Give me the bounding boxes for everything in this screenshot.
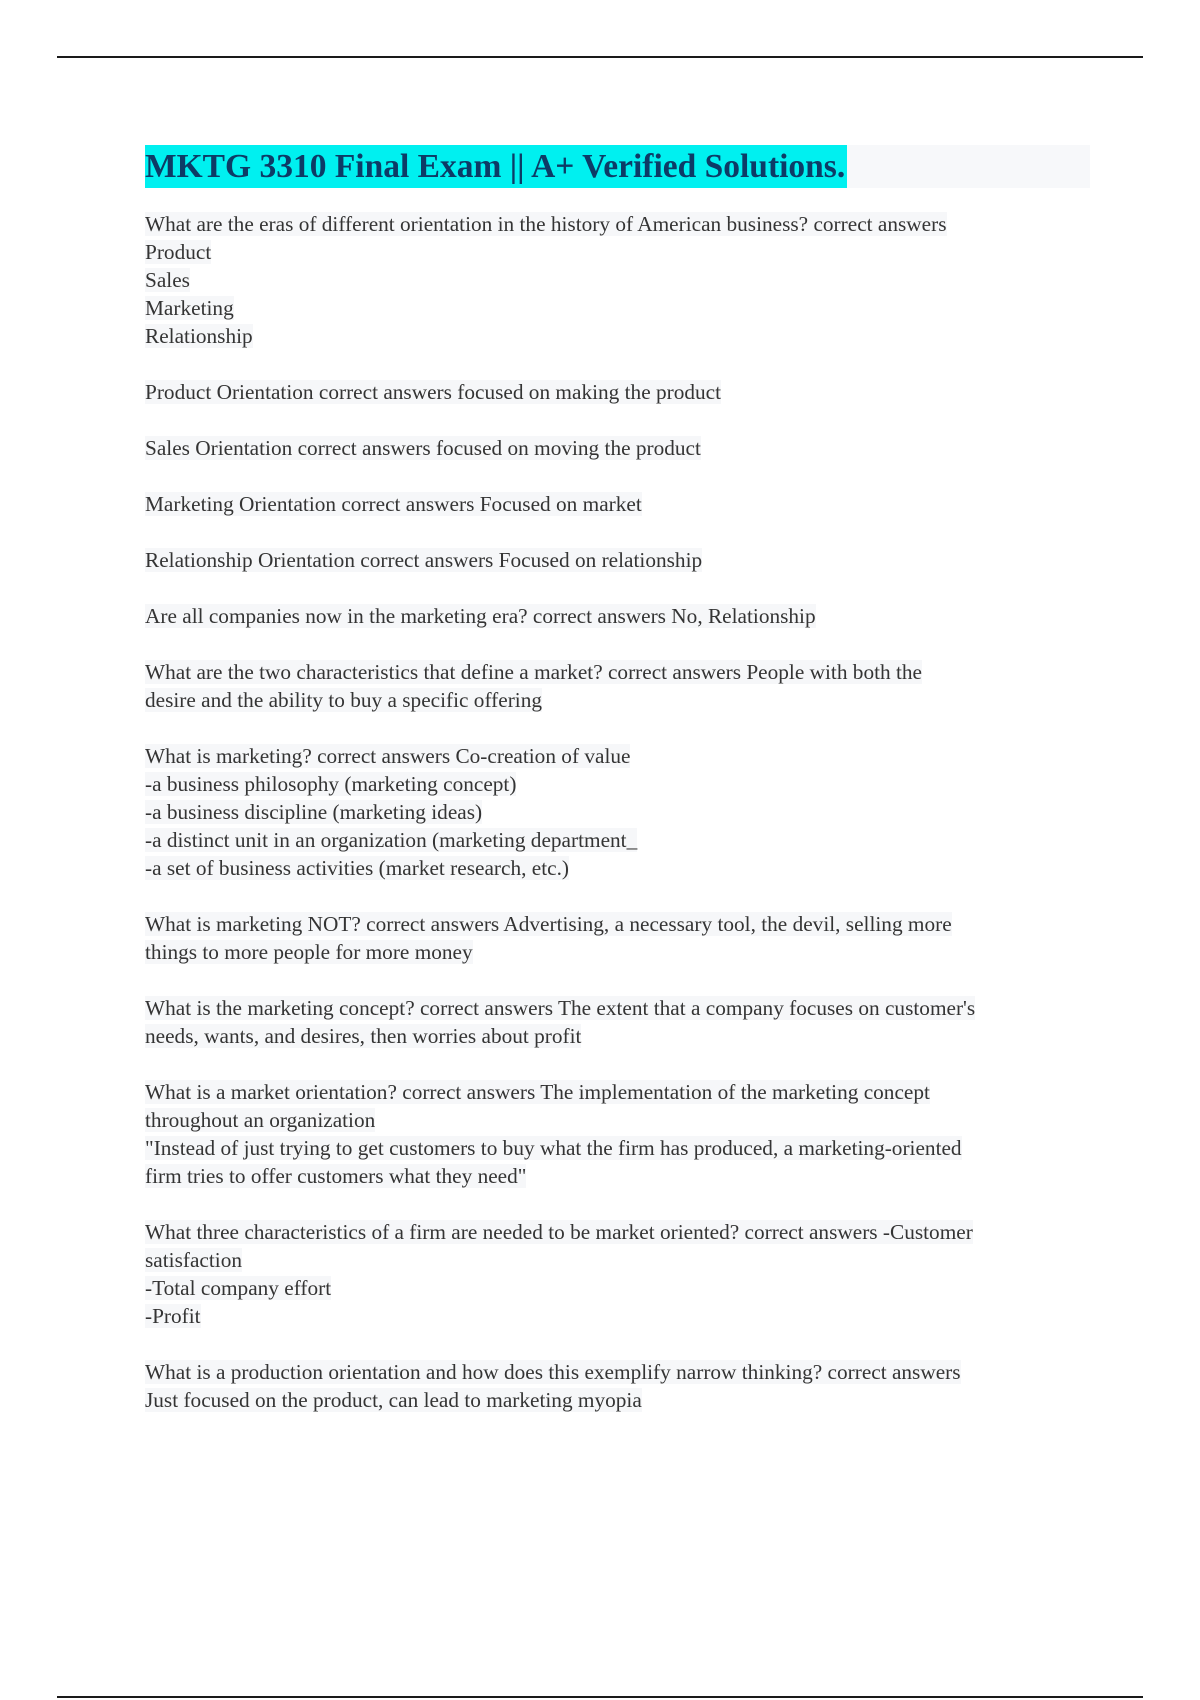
qa-line-text: Relationship Orientation correct answers Focused on relationship <box>145 548 703 572</box>
qa-line-text: -a business discipline (marketing ideas) <box>145 800 483 824</box>
qa-question-line <box>145 210 1090 238</box>
qa-answer-line <box>145 1302 1090 1330</box>
qa-line-text: Sales Orientation correct answers focused on moving the product <box>145 436 701 460</box>
qa-entry <box>145 546 1090 574</box>
qa-answer-line <box>145 938 1090 966</box>
qa-question-line <box>145 910 1090 938</box>
qa-line-text: -a set of business activities (market research, etc.) <box>145 856 569 880</box>
qa-question-line <box>145 994 1090 1022</box>
qa-answer-line <box>145 266 1090 294</box>
bottom-rule <box>57 1696 1143 1698</box>
qa-line-text: Marketing <box>145 296 234 320</box>
qa-entry <box>145 490 1090 518</box>
qa-line-text: -Profit <box>145 1304 201 1328</box>
qa-answer-line <box>145 1274 1090 1302</box>
qa-line-text: throughout an organization <box>145 1108 376 1132</box>
qa-answer-line <box>145 798 1090 826</box>
qa-line-text: firm tries to offer customers what they need" <box>145 1164 527 1188</box>
qa-entry <box>145 1218 1090 1330</box>
qa-line-text: satisfaction <box>145 1248 242 1272</box>
qa-line-text: What is marketing NOT? correct answers Advertising, a necessary tool, the devil, selling more <box>145 912 952 936</box>
qa-entry <box>145 910 1090 966</box>
qa-entry <box>145 1078 1090 1190</box>
qa-question-line <box>145 546 1090 574</box>
document-body <box>145 145 1090 1442</box>
qa-line-text: Product Orientation correct answers focused on making the product <box>145 380 722 404</box>
qa-entry <box>145 1358 1090 1414</box>
qa-line-text: needs, wants, and desires, then worries about profit <box>145 1024 582 1048</box>
qa-answer-line <box>145 322 1090 350</box>
qa-line-text: -a distinct unit in an organization (marketing department_ <box>145 828 638 852</box>
qa-question-line <box>145 1358 1090 1386</box>
qa-answer-line <box>145 294 1090 322</box>
title-block <box>145 145 1090 188</box>
qa-entry <box>145 742 1090 882</box>
qa-entry <box>145 658 1090 714</box>
qa-answer-line <box>145 1246 1090 1274</box>
qa-line-text: What is a market orientation? correct answers The implementation of the marketing concept <box>145 1080 930 1104</box>
qa-answer-line <box>145 1134 1090 1162</box>
qa-answer-line <box>145 686 1090 714</box>
qa-line-text: What is the marketing concept? correct answers The extent that a company focuses on customer's <box>145 996 976 1020</box>
qa-question-line <box>145 434 1090 462</box>
qa-line-text: Just focused on the product, can lead to marketing myopia <box>145 1388 642 1412</box>
qa-line-text: Are all companies now in the marketing era? correct answers No, Relationship <box>145 604 816 628</box>
qa-line-text: What is marketing? correct answers Co-creation of value <box>145 744 631 768</box>
qa-answer-line <box>145 1106 1090 1134</box>
qa-line-text: desire and the ability to buy a specific offering <box>145 688 543 712</box>
qa-answer-line <box>145 1022 1090 1050</box>
qa-line-text: What are the eras of different orientation in the history of American business? correct answers <box>145 212 947 236</box>
qa-answer-line <box>145 1386 1090 1414</box>
qa-line-text: What is a production orientation and how does this exemplify narrow thinking? correct answers <box>145 1360 961 1384</box>
qa-question-line <box>145 1078 1090 1106</box>
qa-line-text: What are the two characteristics that define a market? correct answers People with both the <box>145 660 923 684</box>
qa-line-text: -a business philosophy (marketing concept) <box>145 772 517 796</box>
qa-entry <box>145 210 1090 350</box>
qa-line-text: Relationship <box>145 324 253 348</box>
document-title: MKTG 3310 Final Exam || A+ Verified Solutions. <box>145 145 847 188</box>
qa-line-text: things to more people for more money <box>145 940 473 964</box>
qa-entry <box>145 602 1090 630</box>
qa-entry <box>145 378 1090 406</box>
qa-answer-line <box>145 238 1090 266</box>
qa-answer-line <box>145 1162 1090 1190</box>
qa-line-text: Sales <box>145 268 190 292</box>
qa-question-line <box>145 378 1090 406</box>
qa-line-text: "Instead of just trying to get customers to buy what the firm has produced, a marketing-oriented <box>145 1136 962 1160</box>
qa-answer-line <box>145 854 1090 882</box>
qa-answer-line <box>145 770 1090 798</box>
qa-entry <box>145 434 1090 462</box>
qa-question-line <box>145 742 1090 770</box>
qa-question-line <box>145 490 1090 518</box>
qa-entry <box>145 994 1090 1050</box>
qa-line-text: What three characteristics of a firm are needed to be market oriented? correct answers -Customer <box>145 1220 973 1244</box>
qa-answer-line <box>145 826 1090 854</box>
qa-list <box>145 210 1090 1414</box>
top-rule <box>57 56 1143 58</box>
qa-question-line <box>145 658 1090 686</box>
qa-line-text: Marketing Orientation correct answers Focused on market <box>145 492 642 516</box>
qa-question-line <box>145 602 1090 630</box>
qa-question-line <box>145 1218 1090 1246</box>
qa-line-text: -Total company effort <box>145 1276 332 1300</box>
qa-line-text: Product <box>145 240 212 264</box>
